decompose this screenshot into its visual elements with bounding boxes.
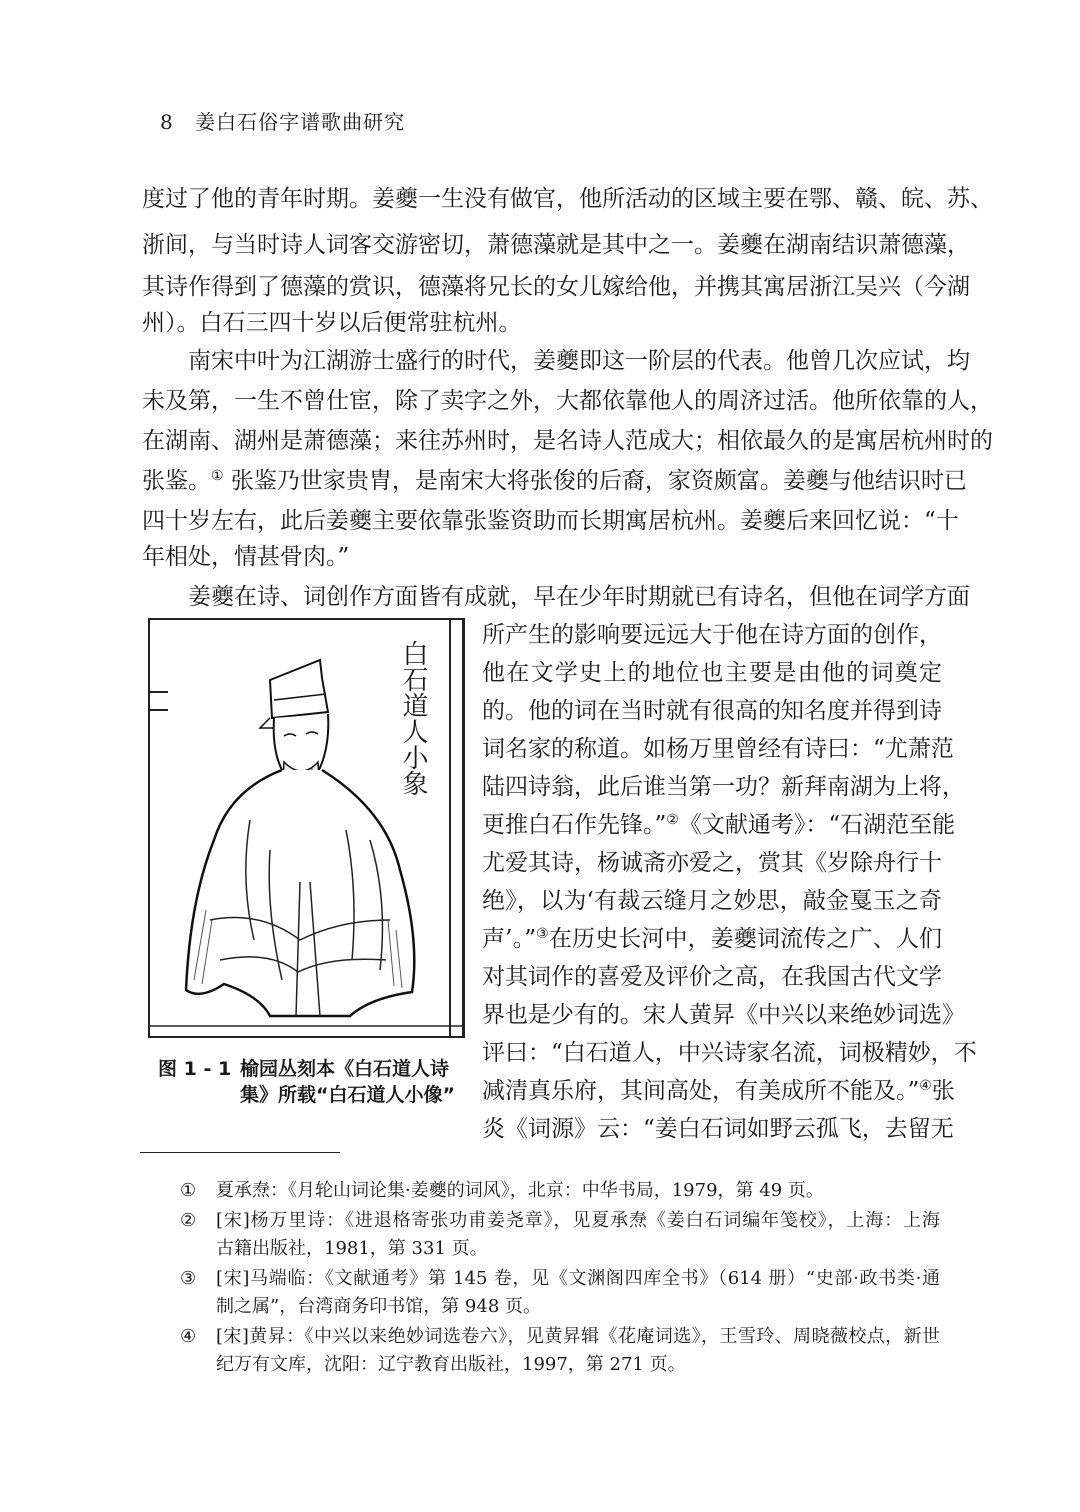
footnote-line: 古籍出版社，1981，第 331 页。 bbox=[216, 1238, 488, 1259]
footnote-mark: ③ bbox=[180, 1268, 197, 1289]
body-line: 尤爱其诗，杨诚斋亦爱之，赏其《岁除舟行十 bbox=[482, 850, 942, 876]
body-line: 界也是少有的。宋人黄昇《中兴以来绝妙词选》 bbox=[482, 1002, 965, 1028]
footnote-line: [宋]黄昇：《中兴以来绝妙词选卷六》，见黄昇辑《花庵词选》，王雪玲、周晓薇校点，新世 bbox=[216, 1326, 940, 1347]
footnote-line: 夏承焘：《月轮山词论集·姜夔的词风》，北京：中华书局，1979，第 49 页。 bbox=[216, 1180, 824, 1201]
footnote-ref: ② bbox=[666, 812, 679, 828]
figure-caption-line: 榆园丛刻本《白石道人诗 bbox=[240, 1058, 450, 1080]
body-line: 评曰：“白石道人，中兴诗家名流，词极精妙，不 bbox=[482, 1040, 977, 1066]
footnote-mark: ④ bbox=[180, 1326, 197, 1347]
footnote-line: [宋]马端临：《文献通考》第 145 卷，见《文渊阁四库全书》（614 册）“史部·政书类·通 bbox=[216, 1268, 940, 1289]
body-text: 声’。” bbox=[482, 926, 536, 952]
body-text: 张鉴乃世家贵胄，是南宋大将张俊的后裔，家资颇富。姜夔与他结识时已 bbox=[223, 468, 967, 494]
body-line: 他在文学史上的地位也主要是由他的词奠定 bbox=[482, 660, 942, 686]
footnote-divider bbox=[140, 1152, 340, 1153]
body-text: 更推白石作先锋。” bbox=[482, 812, 667, 838]
figure-caption-line: 集》所载“白石道人小像” bbox=[240, 1084, 455, 1106]
body-line: 对其词作的喜爱及评价之高，在我国古代文学 bbox=[482, 964, 942, 990]
figure-number: 图 1 - 1 bbox=[158, 1058, 232, 1080]
body-text: 在历史长河中，姜夔词流传之广、人们 bbox=[548, 926, 942, 952]
footnote-mark: ① bbox=[180, 1180, 197, 1201]
footnote-ref: ③ bbox=[535, 926, 549, 942]
body-line: 的。他的词在当时就有很高的知名度并得到诗 bbox=[482, 698, 942, 724]
body-line: 绝》，以为‘有裁云缝月之妙思，敲金戛玉之奇 bbox=[482, 888, 942, 914]
body-text: 张鉴。 bbox=[142, 468, 211, 494]
body-line: 在湖南、湖州是萧德藻；来往苏州时，是名诗人范成大；相依最久的是寓居杭州时的 bbox=[142, 428, 993, 454]
portrait-inscription: 白石道人小象 bbox=[398, 640, 428, 796]
body-line: 其诗作得到了德藻的赏识，德藻将兄长的女儿嫁给他，并携其寓居浙江吴兴（今湖 bbox=[142, 274, 970, 300]
body-line bbox=[482, 808, 956, 842]
page-number: 8 bbox=[160, 110, 174, 134]
body-line bbox=[142, 464, 967, 498]
footnote-line: 纪万有文库，沈阳：辽宁教育出版社，1997，第 271 页。 bbox=[216, 1354, 686, 1375]
footnote-line: 制之属”，台湾商务印书馆，第 948 页。 bbox=[216, 1296, 542, 1317]
body-line: 姜夔在诗、词创作方面皆有成就，早在少年时期就已有诗名，但他在词学方面 bbox=[188, 584, 970, 610]
book-title: 姜白石俗字谱歌曲研究 bbox=[195, 110, 406, 134]
body-line bbox=[482, 1074, 955, 1108]
body-line bbox=[482, 922, 942, 956]
body-line: 所产生的影响要远远大于他在诗方面的创作， bbox=[482, 622, 942, 648]
body-line: 南宋中叶为江湖游士盛行的时代，姜夔即这一阶层的代表。他曾几次应试，均 bbox=[188, 348, 970, 374]
body-line: 炎《词源》云：“姜白石词如野云孤飞，去留无 bbox=[482, 1116, 954, 1142]
body-text: 张 bbox=[931, 1078, 955, 1104]
body-text: 减清真乐府，其间高处，有美成所不能及。” bbox=[482, 1078, 920, 1104]
body-text: 《文献通考》：“石湖范至能 bbox=[678, 812, 956, 838]
body-line: 未及第，一生不曾仕宦，除了卖字之外，大都依靠他人的周济过活。他所依靠的人， bbox=[142, 388, 993, 414]
footnote-ref: ④ bbox=[919, 1078, 932, 1094]
body-line: 州）。白石三四十岁以后便常驻杭州。 bbox=[142, 310, 522, 336]
body-line: 陆四诗翁，此后谁当第一功？新拜南湖为上将， bbox=[482, 774, 965, 800]
body-line: 浙间，与当时诗人词客交游密切，萧德藻就是其中之一。姜夔在湖南结识萧德藻， bbox=[142, 232, 970, 258]
body-line: 年相处，情甚骨肉。” bbox=[142, 544, 350, 570]
portrait-figure bbox=[148, 618, 465, 1038]
body-line: 四十岁左右，此后姜夔主要依靠张鉴资助而长期寓居杭州。姜夔后来回忆说：“十 bbox=[142, 508, 959, 534]
body-line: 度过了他的青年时期。姜夔一生没有做官，他所活动的区域主要在鄂、赣、皖、苏、 bbox=[142, 186, 993, 212]
footnote-mark: ② bbox=[180, 1210, 197, 1231]
footnote-ref: ① bbox=[211, 468, 224, 484]
footnote-line: [宋]杨万里诗：《进退格寄张功甫姜尧章》，见夏承焘《姜白石词编年笺校》，上海：上海 bbox=[216, 1210, 940, 1231]
running-header bbox=[160, 106, 405, 135]
body-line: 词名家的称道。如杨万里曾经有诗曰：“尤萧范 bbox=[482, 736, 954, 762]
